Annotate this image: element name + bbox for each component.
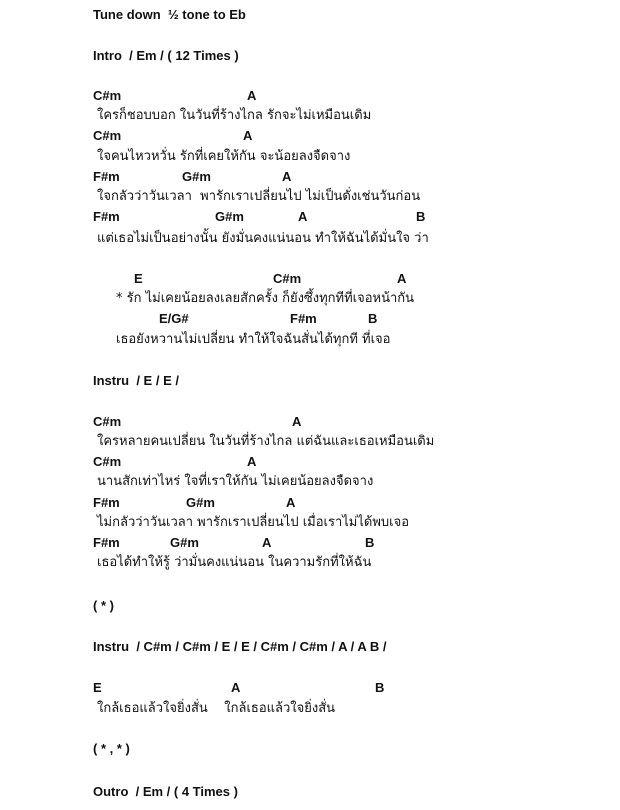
instru-heading: Instru / E / E /: [93, 373, 179, 388]
lyric-line: ใครหลายคนเปลี่ยน ในวันที่ร้างไกล แต่ฉันและเธอเหมือนเดิม: [97, 434, 435, 449]
chord: A: [247, 88, 257, 103]
chord: E: [134, 271, 143, 286]
chord: F#m: [93, 209, 120, 224]
lyric-line: ใครก็ชอบบอก ในวันที่ร้างไกล รักจะไม่เหมือนเดิม: [97, 108, 372, 123]
chord: E: [93, 680, 102, 695]
chord: E/G#: [159, 311, 189, 326]
lyric-line: เธอได้ทำให้รู้ ว่ามั่นคงแน่นอน ในความรักที่ให้ฉัน: [97, 555, 372, 570]
lyric-line: เธอยังหวานไม่เปลี่ยน ทำให้ใจฉันสั่นได้ทุกที ที่เจอ: [116, 332, 391, 347]
chord: A: [292, 414, 302, 429]
chord: A: [282, 169, 292, 184]
repeat-marker: ( * ): [93, 598, 114, 613]
chord: F#m: [290, 311, 317, 326]
chord: G#m: [215, 209, 244, 224]
chord: B: [375, 680, 385, 695]
intro-heading: Intro / Em / ( 12 Times ): [93, 48, 239, 63]
chord: C#m: [93, 414, 122, 429]
chord: F#m: [93, 535, 120, 550]
chord: A: [397, 271, 407, 286]
lyric-line: ใกล้เธอแล้วใจยิ่งสั่น ใกล้เธอแล้วใจยิ่งสั่น: [97, 701, 336, 716]
lyric-line: ไม่กลัวว่าวันเวลา พารักเราเปลี่ยนไป เมื่อเราไม่ได้พบเจอ: [97, 515, 410, 530]
chord: C#m: [93, 454, 122, 469]
chord: B: [365, 535, 375, 550]
lyric-line: นานสักเท่าไหร่ ใจที่เราให้กัน ไม่เคยน้อยลงจืดจาง: [97, 474, 374, 489]
chord: A: [262, 535, 272, 550]
lyric-line: แต่เธอไม่เป็นอย่างนั้น ยังมั่นคงแน่นอน ทำให้ฉันได้มั่นใจ ว่า: [97, 231, 429, 246]
instru-heading: Instru / C#m / C#m / E / E / C#m / C#m / A / A B /: [93, 639, 387, 654]
chord: A: [247, 454, 257, 469]
chord: G#m: [170, 535, 199, 550]
chord: A: [231, 680, 241, 695]
repeat-marker: ( * , * ): [93, 741, 130, 756]
lyric-line: ใจคนไหวหวั่น รักที่เคยให้กัน จะน้อยลงจืดจาง: [97, 149, 351, 164]
chord: C#m: [273, 271, 302, 286]
chord: B: [368, 311, 378, 326]
chord: G#m: [186, 495, 215, 510]
outro-heading: Outro / Em / ( 4 Times ): [93, 784, 238, 799]
tuning-note: Tune down ½ tone to Eb: [93, 7, 246, 22]
chord: A: [286, 495, 296, 510]
chord: A: [243, 128, 253, 143]
chord: C#m: [93, 128, 122, 143]
lyric-line: ใจกลัวว่าวันเวลา พารักเราเปลี่ยนไป ไม่เป็นดั่งเช่นวันก่อน: [97, 189, 421, 204]
lyric-line: * รัก ไม่เคยน้อยลงเลยสักครั้ง ก็ยังซึ้งทุกทีที่เจอหน้ากัน: [116, 291, 415, 306]
chord: A: [298, 209, 308, 224]
chord: F#m: [93, 495, 120, 510]
chord: F#m: [93, 169, 120, 184]
chord: C#m: [93, 88, 122, 103]
chord: B: [416, 209, 426, 224]
chord: G#m: [182, 169, 211, 184]
